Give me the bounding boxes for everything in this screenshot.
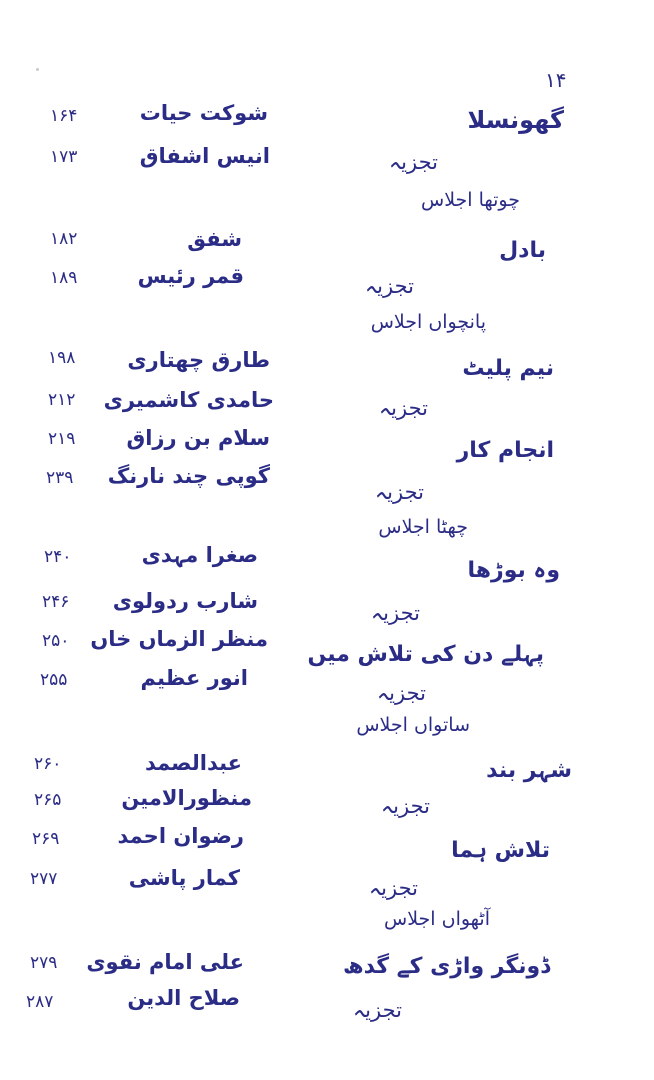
author-name: گوپی چند نارنگ (107, 464, 270, 488)
story-title: وہ بوڑھا (467, 558, 560, 583)
author-name: شفق (187, 227, 242, 251)
page-ref: ۲۷۷ (30, 869, 58, 889)
analysis-label: تجزیہ (380, 794, 430, 818)
author-name: شوکت حیات (139, 101, 268, 125)
author-name: منظورالامین (121, 786, 252, 810)
page-number: ۱۴ (545, 68, 567, 92)
analysis-label: تجزیہ (378, 396, 428, 420)
author-name: انور عظیم (140, 666, 248, 690)
author-name: منظر الزماں خاں (90, 627, 268, 651)
author-name: حامدی کاشمیری (103, 388, 274, 412)
author-name: علی امام نقوی (86, 950, 244, 974)
story-title: پہلے دن کی تلاش میں (307, 642, 544, 667)
story-title: ڈونگر واڑی کے گدھ (342, 954, 550, 979)
page-ref: ۲۱۲ (48, 390, 76, 410)
analysis-label: تجزیہ (368, 876, 418, 900)
session-heading: ساتواں اجلاس (356, 714, 470, 736)
analysis-label: تجزیہ (388, 150, 438, 174)
author-name: صلاح الدین (127, 986, 240, 1010)
story-title: شہر بند (486, 758, 572, 783)
page-ref: ۲۱۹ (48, 429, 76, 449)
page-ref: ۲۶۹ (32, 829, 60, 849)
author-name: رضوان احمد (117, 824, 244, 848)
session-heading: چھٹا اجلاس (378, 516, 468, 538)
page-ref: ۲۵۵ (40, 670, 68, 690)
author-name: صغرا مہدی (141, 543, 258, 567)
page-ref: ۲۴۰ (44, 547, 72, 567)
story-title: نیم پلیٹ (462, 356, 554, 381)
story-title: انجام کار (456, 438, 554, 463)
analysis-label: تجزیہ (370, 601, 420, 625)
page-ref: ۲۴۶ (42, 592, 70, 612)
author-name: قمر رئیس (137, 264, 244, 288)
story-title: گھونسلا (467, 106, 564, 134)
analysis-label: تجزیہ (364, 274, 414, 298)
story-title: تلاش ہما (451, 838, 550, 863)
page-ref: ۱۹۸ (48, 348, 76, 368)
page-ref: ۲۸۷ (26, 992, 54, 1012)
page-ref: ۲۶۰ (34, 754, 62, 774)
session-heading: چوتھا اجلاس (421, 189, 520, 211)
author-name: کمار پاشی (128, 866, 240, 890)
analysis-label: تجزیہ (374, 480, 424, 504)
page-ref: ۱۸۹ (50, 268, 78, 288)
page-ref: ۱۷۳ (50, 147, 78, 167)
author-name: طارق چھتاری (127, 348, 270, 372)
page-ref: ۱۸۲ (50, 229, 78, 249)
session-heading: پانچواں اجلاس (370, 311, 486, 333)
author-name: سلام بن رزاق (126, 426, 270, 450)
author-name: انیس اشفاق (139, 144, 270, 168)
analysis-label: تجزیہ (352, 998, 402, 1022)
page-ref: ۱۶۴ (50, 106, 78, 126)
page-ref: ۲۵۰ (42, 631, 70, 651)
page-ref: ۲۶۵ (34, 790, 62, 810)
session-heading: آٹھواں اجلاس (384, 908, 490, 930)
story-title: بادل (499, 238, 546, 263)
page-ref: ۲۷۹ (30, 953, 58, 973)
analysis-label: تجزیہ (376, 681, 426, 705)
scan-speck (36, 68, 39, 71)
author-name: شارب ردولوی (112, 589, 258, 613)
author-name: عبدالصمد (144, 751, 242, 775)
page-ref: ۲۳۹ (46, 468, 74, 488)
